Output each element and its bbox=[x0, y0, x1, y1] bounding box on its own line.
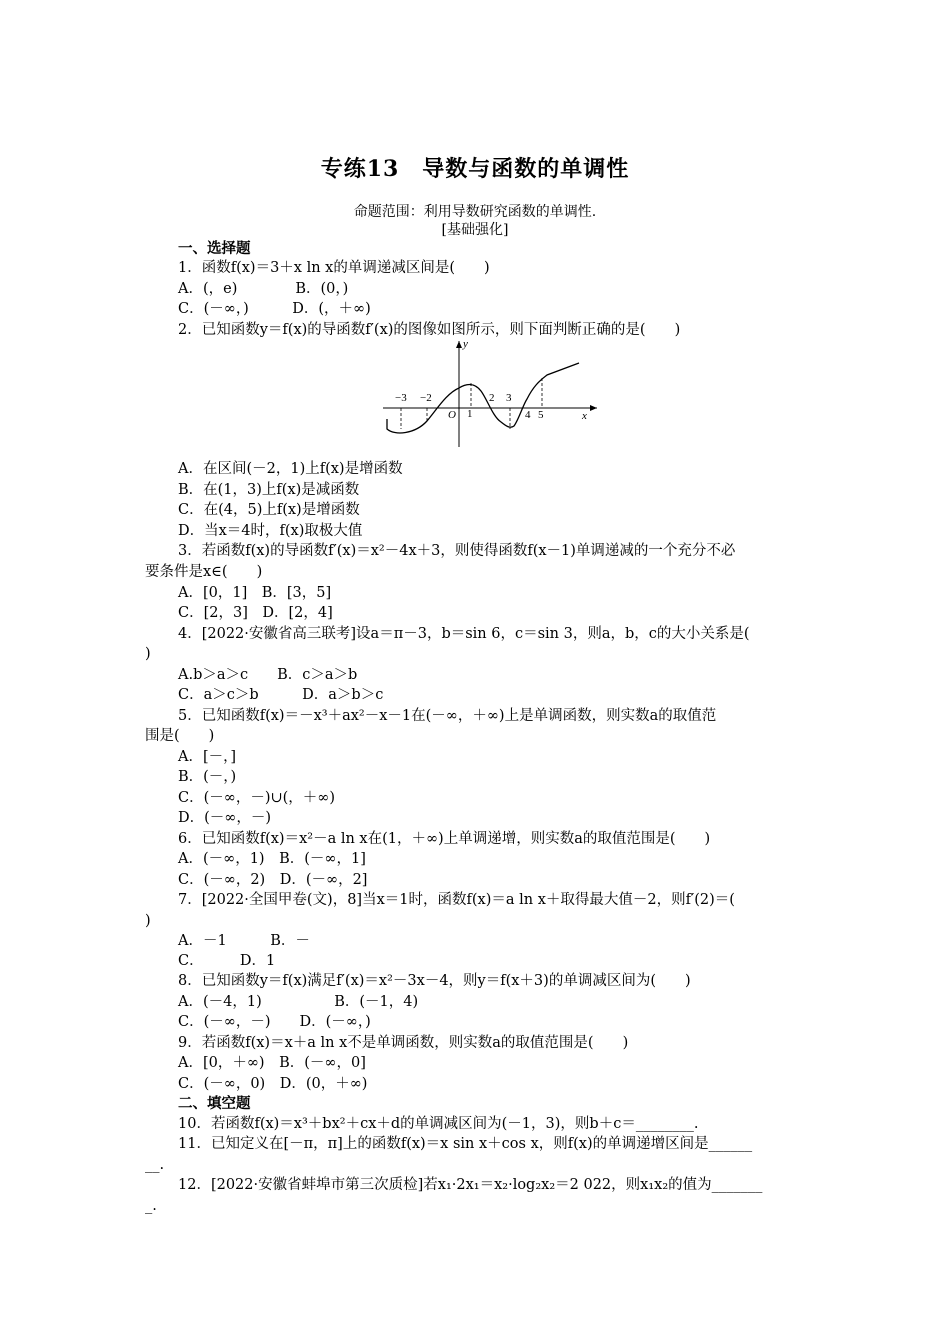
section-heading-fill: 二、填空题 bbox=[178, 1095, 251, 1112]
question-3-options-ab: A．[0，1] B．[3，5] bbox=[178, 585, 332, 601]
question-5-line-2: 围是( ) bbox=[145, 728, 215, 744]
question-2-option-d: D．当x＝4时，f(x)取极大值 bbox=[178, 523, 363, 539]
question-12-line-2: _. bbox=[145, 1198, 157, 1214]
question-5-option-c: C．(－∞，－)∪(，＋∞) bbox=[178, 790, 336, 806]
question-8-options-ab: A．(－4，1) B．(－1，4) bbox=[178, 994, 419, 1010]
question-7-options-cd: C． D．1 bbox=[178, 953, 276, 969]
derivative-graph bbox=[375, 337, 605, 455]
page-title: 专练13 导数与函数的单调性 bbox=[320, 156, 630, 182]
x-label: x bbox=[582, 410, 587, 422]
tick-label: 1 bbox=[467, 408, 473, 420]
question-4-line-1: 4．[2022·安徽省高三联考]设a＝π－3，b＝sin 6，c＝sin 3，则a，b，c的大小关系是( bbox=[178, 626, 750, 642]
question-6-options-cd: C．(－∞，2) D．(－∞，2] bbox=[178, 872, 368, 888]
y-label: y bbox=[463, 338, 468, 350]
subtitle: [基础强化] bbox=[441, 222, 509, 238]
question-9-options-cd: C．(－∞，0) D．(0，＋∞) bbox=[178, 1076, 368, 1092]
question-12-line-1: 12．[2022·安徽省蚌埠市第三次质检]若x₁·2x₁＝x₂·log₂x₂＝2 022，则x₁x₂的值为_______ bbox=[178, 1177, 763, 1193]
question-7-line-1: 7．[2022·全国甲卷(文)，8]当x＝1时，函数f(x)＝a ln x＋取得最大值－2，则f′(2)＝( bbox=[178, 892, 735, 908]
question-4-line-2: ) bbox=[145, 646, 151, 662]
question-8-options-cd: C．(－∞，－) D．(－∞，) bbox=[178, 1014, 371, 1030]
question-1-options-ab: A．(，e) B．(0，) bbox=[178, 281, 349, 297]
x-axis-arrow bbox=[590, 405, 597, 411]
question-6: 6．已知函数f(x)＝x²－a ln x在(1，＋∞)上单调递增，则实数a的取值范围是( ) bbox=[178, 831, 711, 847]
question-3-line-2: 要条件是x∈( ) bbox=[145, 564, 263, 580]
tick-label: 4 bbox=[525, 409, 531, 421]
question-4-options-cd: C．a＞c＞b D．a＞b＞c bbox=[178, 687, 384, 703]
tick-label: 2 bbox=[489, 392, 495, 404]
question-10: 10．若函数f(x)＝x³＋bx²＋cx＋d的单调减区间为(－1，3)，则b＋c＝________. bbox=[178, 1116, 699, 1132]
scope-line: 命题范围：利用导数研究函数的单调性. bbox=[353, 204, 597, 220]
question-7-options-ab: A．－1 B．－ bbox=[178, 933, 310, 949]
tick-label: −3 bbox=[395, 392, 407, 404]
tick-label: −2 bbox=[420, 392, 432, 404]
question-5-option-b: B．(－，) bbox=[178, 769, 237, 785]
question-2-option-a: A．在区间(－2，1)上f(x)是增函数 bbox=[178, 461, 403, 477]
question-1: 1．函数f(x)＝3＋x ln x的单调递减区间是( ) bbox=[178, 260, 490, 276]
question-5-option-d: D．(－∞，－) bbox=[178, 810, 272, 826]
section-heading-choice: 一、选择题 bbox=[178, 240, 251, 257]
question-3-line-1: 3．若函数f(x)的导函数f′(x)＝x²－4x＋3，则使得函数f(x－1)单调递减的一个充分不必 bbox=[178, 543, 736, 559]
derivative-curve bbox=[387, 363, 579, 433]
question-7-line-2: ) bbox=[145, 913, 151, 929]
question-2-option-b: B．在(1，3)上f(x)是减函数 bbox=[178, 482, 360, 498]
question-2: 2．已知函数y＝f(x)的导函数f′(x)的图像如图所示，则下面判断正确的是( ) bbox=[178, 322, 681, 338]
y-axis-arrow bbox=[456, 341, 462, 348]
question-5-line-1: 5．已知函数f(x)＝－x³＋ax²－x－1在(－∞，＋∞)上是单调函数，则实数a的取值范 bbox=[178, 708, 717, 724]
question-9: 9．若函数f(x)＝x＋a ln x不是单调函数，则实数a的取值范围是( ) bbox=[178, 1035, 629, 1051]
question-11-line-2: __. bbox=[145, 1157, 165, 1173]
question-1-options-cd: C．(－∞，) D．(，＋∞) bbox=[178, 301, 371, 317]
question-2-option-c: C．在(4，5)上f(x)是增函数 bbox=[178, 502, 360, 518]
question-5-option-a: A．[－，] bbox=[178, 749, 237, 765]
tick-label: 5 bbox=[538, 409, 544, 421]
question-9-options-ab: A．[0，＋∞) B．(－∞，0] bbox=[178, 1055, 366, 1071]
question-4-options-ab: A.b＞a＞c B．c＞a＞b bbox=[178, 667, 358, 683]
question-11-line-1: 11．已知定义在[－π，π]上的函数f(x)＝x sin x＋cos x，则f(x)的单调递增区间是______ bbox=[178, 1136, 753, 1152]
question-3-options-cd: C．[2，3] D．[2，4] bbox=[178, 605, 333, 621]
tick-label: 3 bbox=[506, 392, 512, 404]
question-6-options-ab: A．(－∞，1) B．(－∞，1] bbox=[178, 851, 366, 867]
question-8: 8．已知函数y＝f(x)满足f′(x)＝x²－3x－4，则y＝f(x＋3)的单调减区间为( ) bbox=[178, 973, 691, 989]
origin-label: O bbox=[448, 409, 456, 421]
